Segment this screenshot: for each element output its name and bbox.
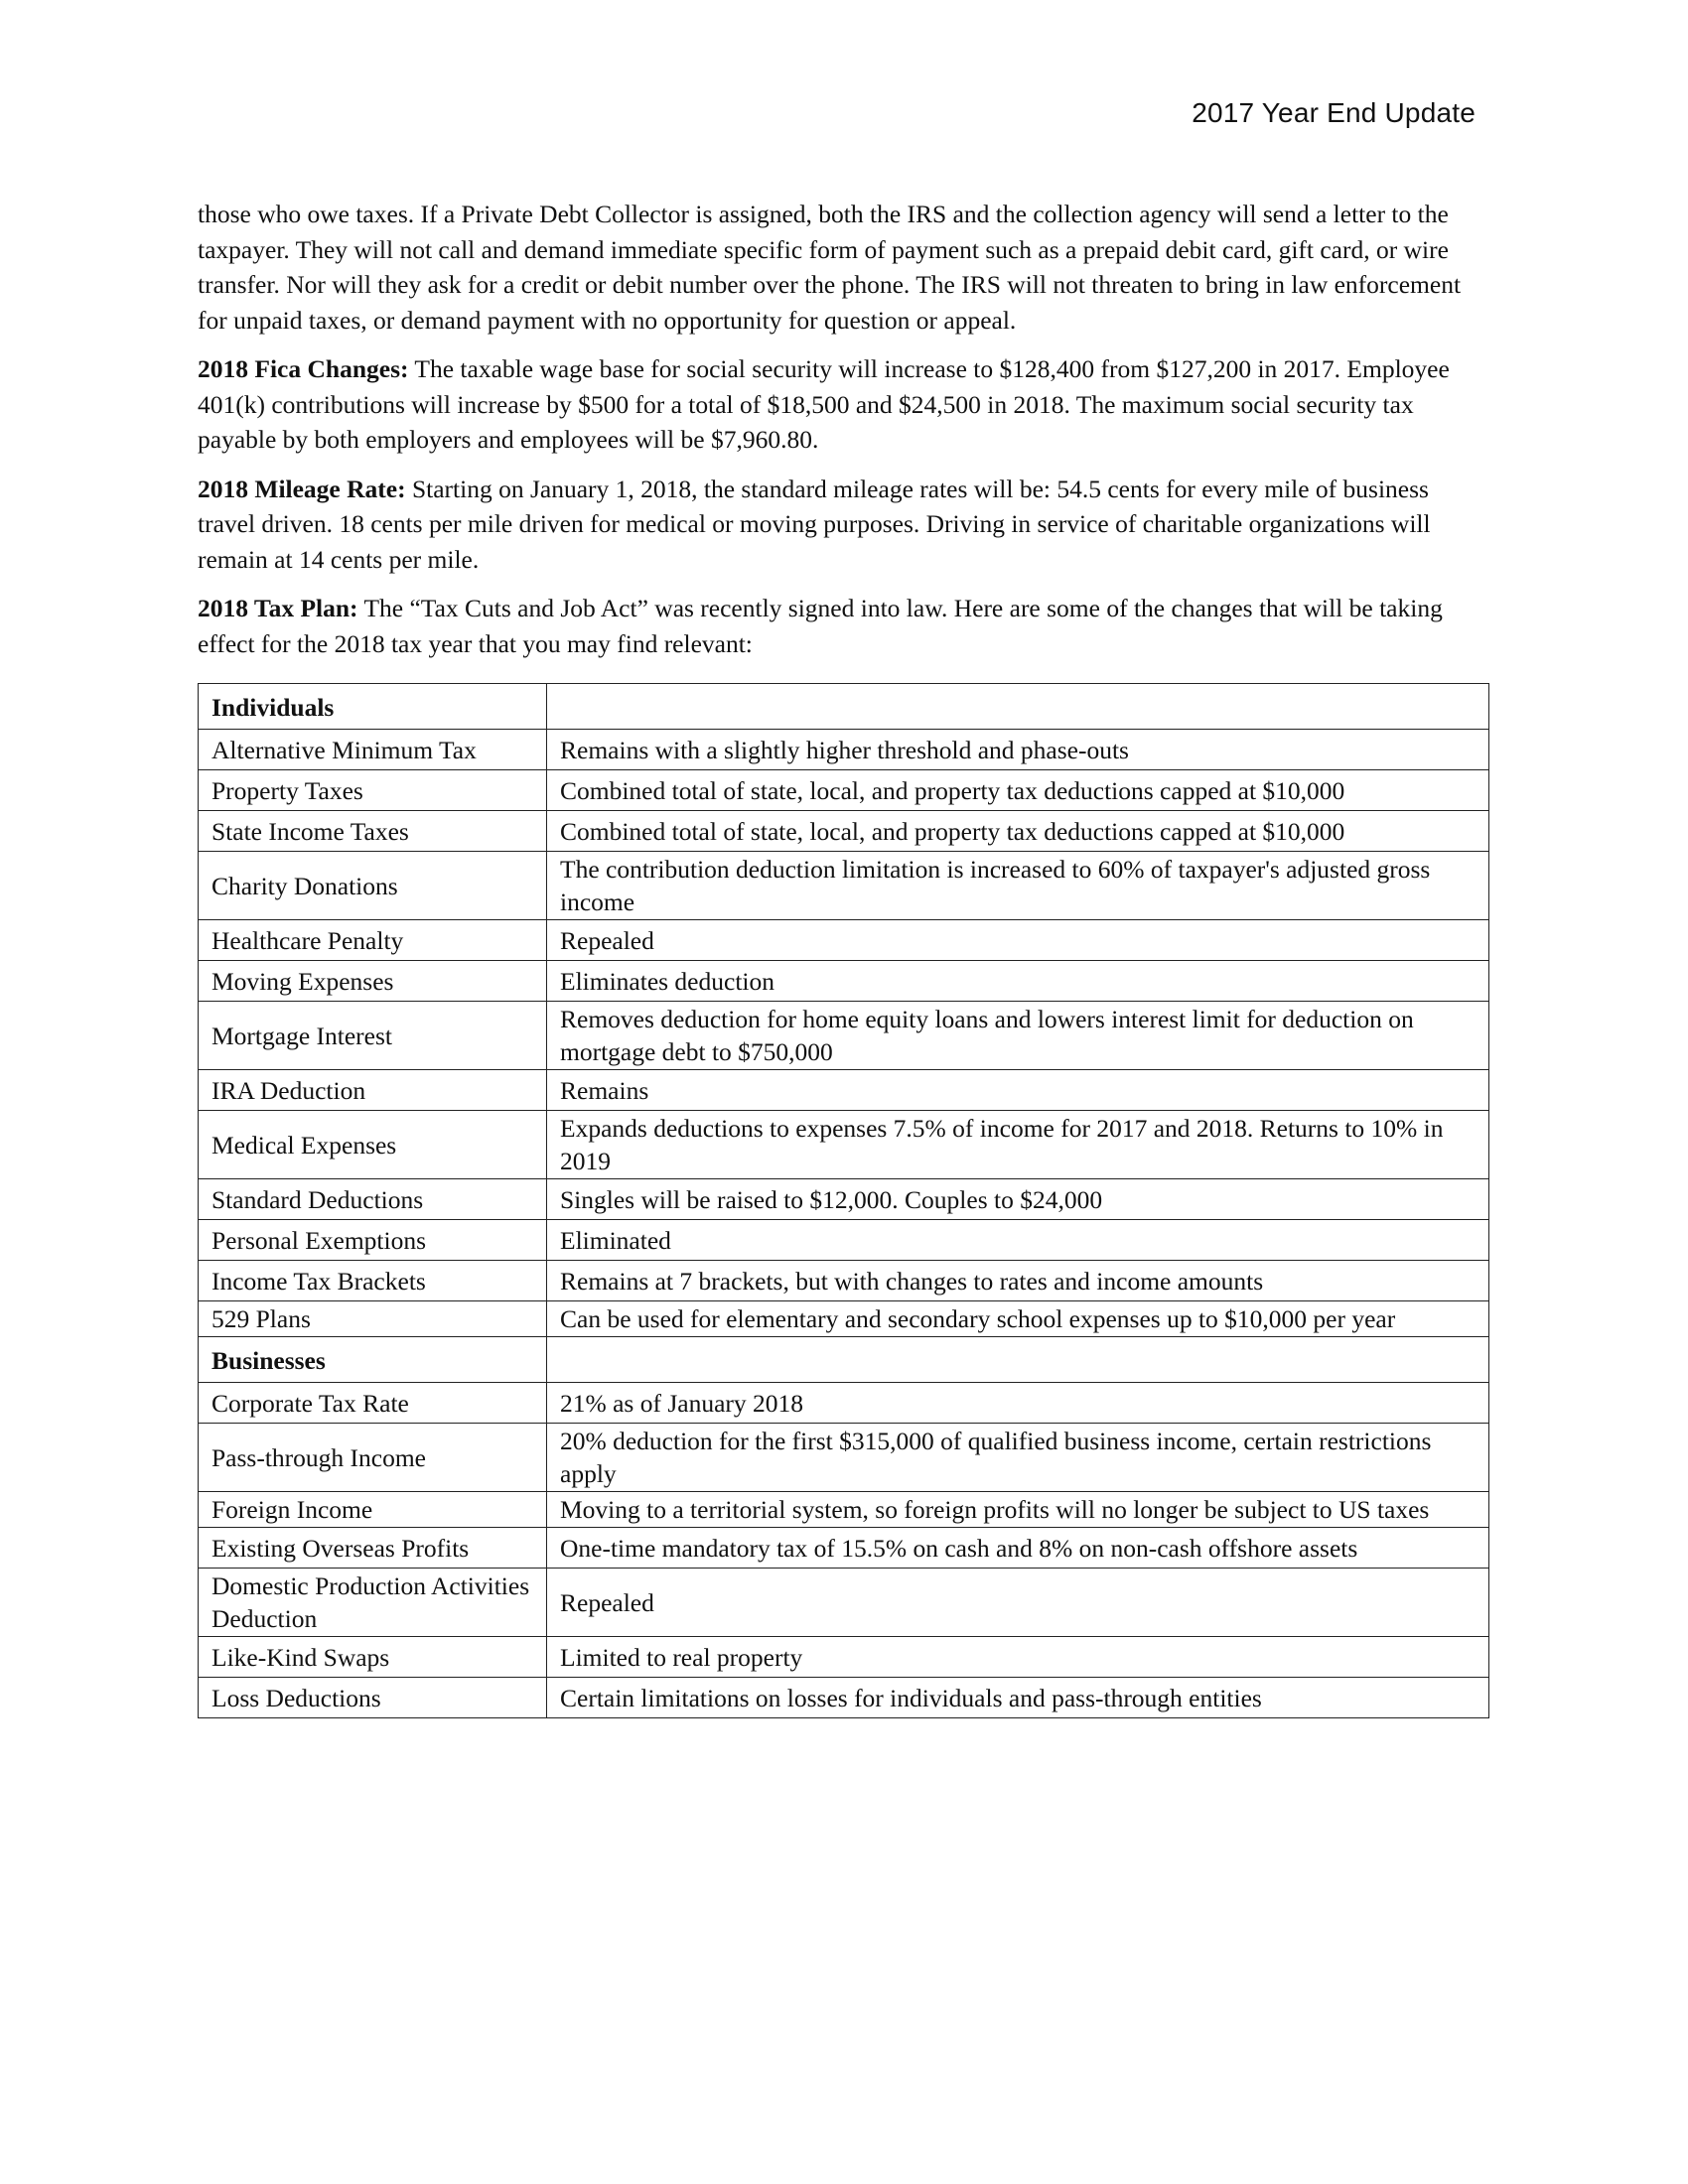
table-row [199,1179,1489,1220]
fica-text: The taxable wage base for social security will increase to $128,400 from $127,200 in 2017. Employee 401(k) contributions will increase by $500 for a total of $18,500 and $24,500 in 2018. The maximum social security tax payable by both employers and employees will be $7,960.80. [198,354,1450,454]
section-header-individuals: Individuals [199,684,547,730]
table-cell-item: State Income Taxes [199,811,547,852]
table-cell-change: Combined total of state, local, and property tax deductions capped at $10,000 [547,770,1489,811]
table-cell-change: Combined total of state, local, and property tax deductions capped at $10,000 [547,811,1489,852]
document-body [198,197,1488,1718]
section-row-businesses [199,1337,1489,1383]
table-row [199,1002,1489,1070]
table-cell-item: Healthcare Penalty [199,920,547,961]
table-row [199,1492,1489,1528]
table-cell-item: Existing Overseas Profits [199,1528,547,1569]
table-cell-item: Standard Deductions [199,1179,547,1220]
table-cell-item: Moving Expenses [199,961,547,1002]
table-cell-change: Limited to real property [547,1637,1489,1678]
table-cell-item: Pass-through Income [199,1424,547,1492]
table-row [199,1070,1489,1111]
table-cell-item: Like-Kind Swaps [199,1637,547,1678]
table-cell-item: Personal Exemptions [199,1220,547,1261]
table-cell-change: Singles will be raised to $12,000. Couples to $24,000 [547,1179,1489,1220]
section-row-individuals [199,684,1489,730]
table-cell-item: 529 Plans [199,1301,547,1337]
table-cell-item: Medical Expenses [199,1111,547,1179]
tax-plan-paragraph [198,591,1488,661]
table-cell-change: Remains at 7 brackets, but with changes to rates and income amounts [547,1261,1489,1301]
table-row [199,1678,1489,1718]
table-cell-change: 20% deduction for the first $315,000 of qualified business income, certain restrictions apply [547,1424,1489,1492]
tax-plan-text: The “Tax Cuts and Job Act” was recently signed into law. Here are some of the changes that will be taking effect for the 2018 tax year that you may find relevant: [198,594,1443,658]
table-row [199,1637,1489,1678]
table-cell-change: Removes deduction for home equity loans and lowers interest limit for deduction on mortgage debt to $750,000 [547,1002,1489,1070]
table-cell-change: 21% as of January 2018 [547,1383,1489,1424]
table-row [199,770,1489,811]
table-cell-change: Moving to a territorial system, so foreign profits will no longer be subject to US taxes [547,1492,1489,1528]
table-cell-item: Income Tax Brackets [199,1261,547,1301]
table-cell-item: Charity Donations [199,852,547,920]
section-header-businesses: Businesses [199,1337,547,1383]
table-row [199,811,1489,852]
table-row [199,1301,1489,1337]
table-cell-change: Repealed [547,920,1489,961]
page-header-title: 2017 Year End Update [1192,97,1476,128]
table-cell-item: Loss Deductions [199,1678,547,1718]
table-cell-change: Repealed [547,1569,1489,1637]
table-row [199,1569,1489,1637]
section-header-blank [547,1337,1489,1383]
table-cell-item: Corporate Tax Rate [199,1383,547,1424]
table-row [199,1261,1489,1301]
table-row [199,1424,1489,1492]
table-row [199,1528,1489,1569]
mileage-label: 2018 Mileage Rate: [198,474,406,503]
tax-plan-label: 2018 Tax Plan: [198,594,358,622]
table-cell-item: Foreign Income [199,1492,547,1528]
table-cell-change: Expands deductions to expenses 7.5% of income for 2017 and 2018. Returns to 10% in 2019 [547,1111,1489,1179]
section-header-blank [547,684,1489,730]
intro-text: those who owe taxes. If a Private Debt Collector is assigned, both the IRS and the collection agency will send a letter to the taxpayer. They will not call and demand immediate specific form of payment such as a prepaid debit card, gift card, or wire transfer. Nor will they ask for a credit or debit number over the phone. The IRS will not threaten to bring in law enforcement for unpaid taxes, or demand payment with no opportunity for question or appeal. [198,200,1462,335]
table-row [199,852,1489,920]
mileage-text: Starting on January 1, 2018, the standard mileage rates will be: 54.5 cents for every mile of business travel driven. 18 cents per mile driven for medical or moving purposes. Driving in service of charitable organizations will remain at 14 cents per mile. [198,474,1431,574]
table-cell-change: Remains [547,1070,1489,1111]
table-cell-item: Property Taxes [199,770,547,811]
table-row [199,730,1489,770]
table-row [199,1111,1489,1179]
table-cell-change: One-time mandatory tax of 15.5% on cash and 8% on non-cash offshore assets [547,1528,1489,1569]
table-cell-change: Eliminated [547,1220,1489,1261]
table-cell-item: Alternative Minimum Tax [199,730,547,770]
table-row [199,1383,1489,1424]
table-row [199,1220,1489,1261]
table-cell-change: The contribution deduction limitation is increased to 60% of taxpayer's adjusted gross income [547,852,1489,920]
fica-label: 2018 Fica Changes: [198,354,409,383]
fica-paragraph [198,351,1488,458]
table-cell-change: Remains with a slightly higher threshold and phase-outs [547,730,1489,770]
tax-changes-table-body [199,684,1489,1718]
mileage-paragraph [198,472,1488,578]
tax-changes-table [198,683,1489,1718]
table-cell-item: Mortgage Interest [199,1002,547,1070]
table-cell-change: Eliminates deduction [547,961,1489,1002]
table-cell-item: Domestic Production Activities Deduction [199,1569,547,1637]
table-cell-item: IRA Deduction [199,1070,547,1111]
table-row [199,961,1489,1002]
table-cell-change: Certain limitations on losses for individuals and pass-through entities [547,1678,1489,1718]
table-row [199,920,1489,961]
table-cell-change: Can be used for elementary and secondary school expenses up to $10,000 per year [547,1301,1489,1337]
intro-paragraph [198,197,1488,338]
